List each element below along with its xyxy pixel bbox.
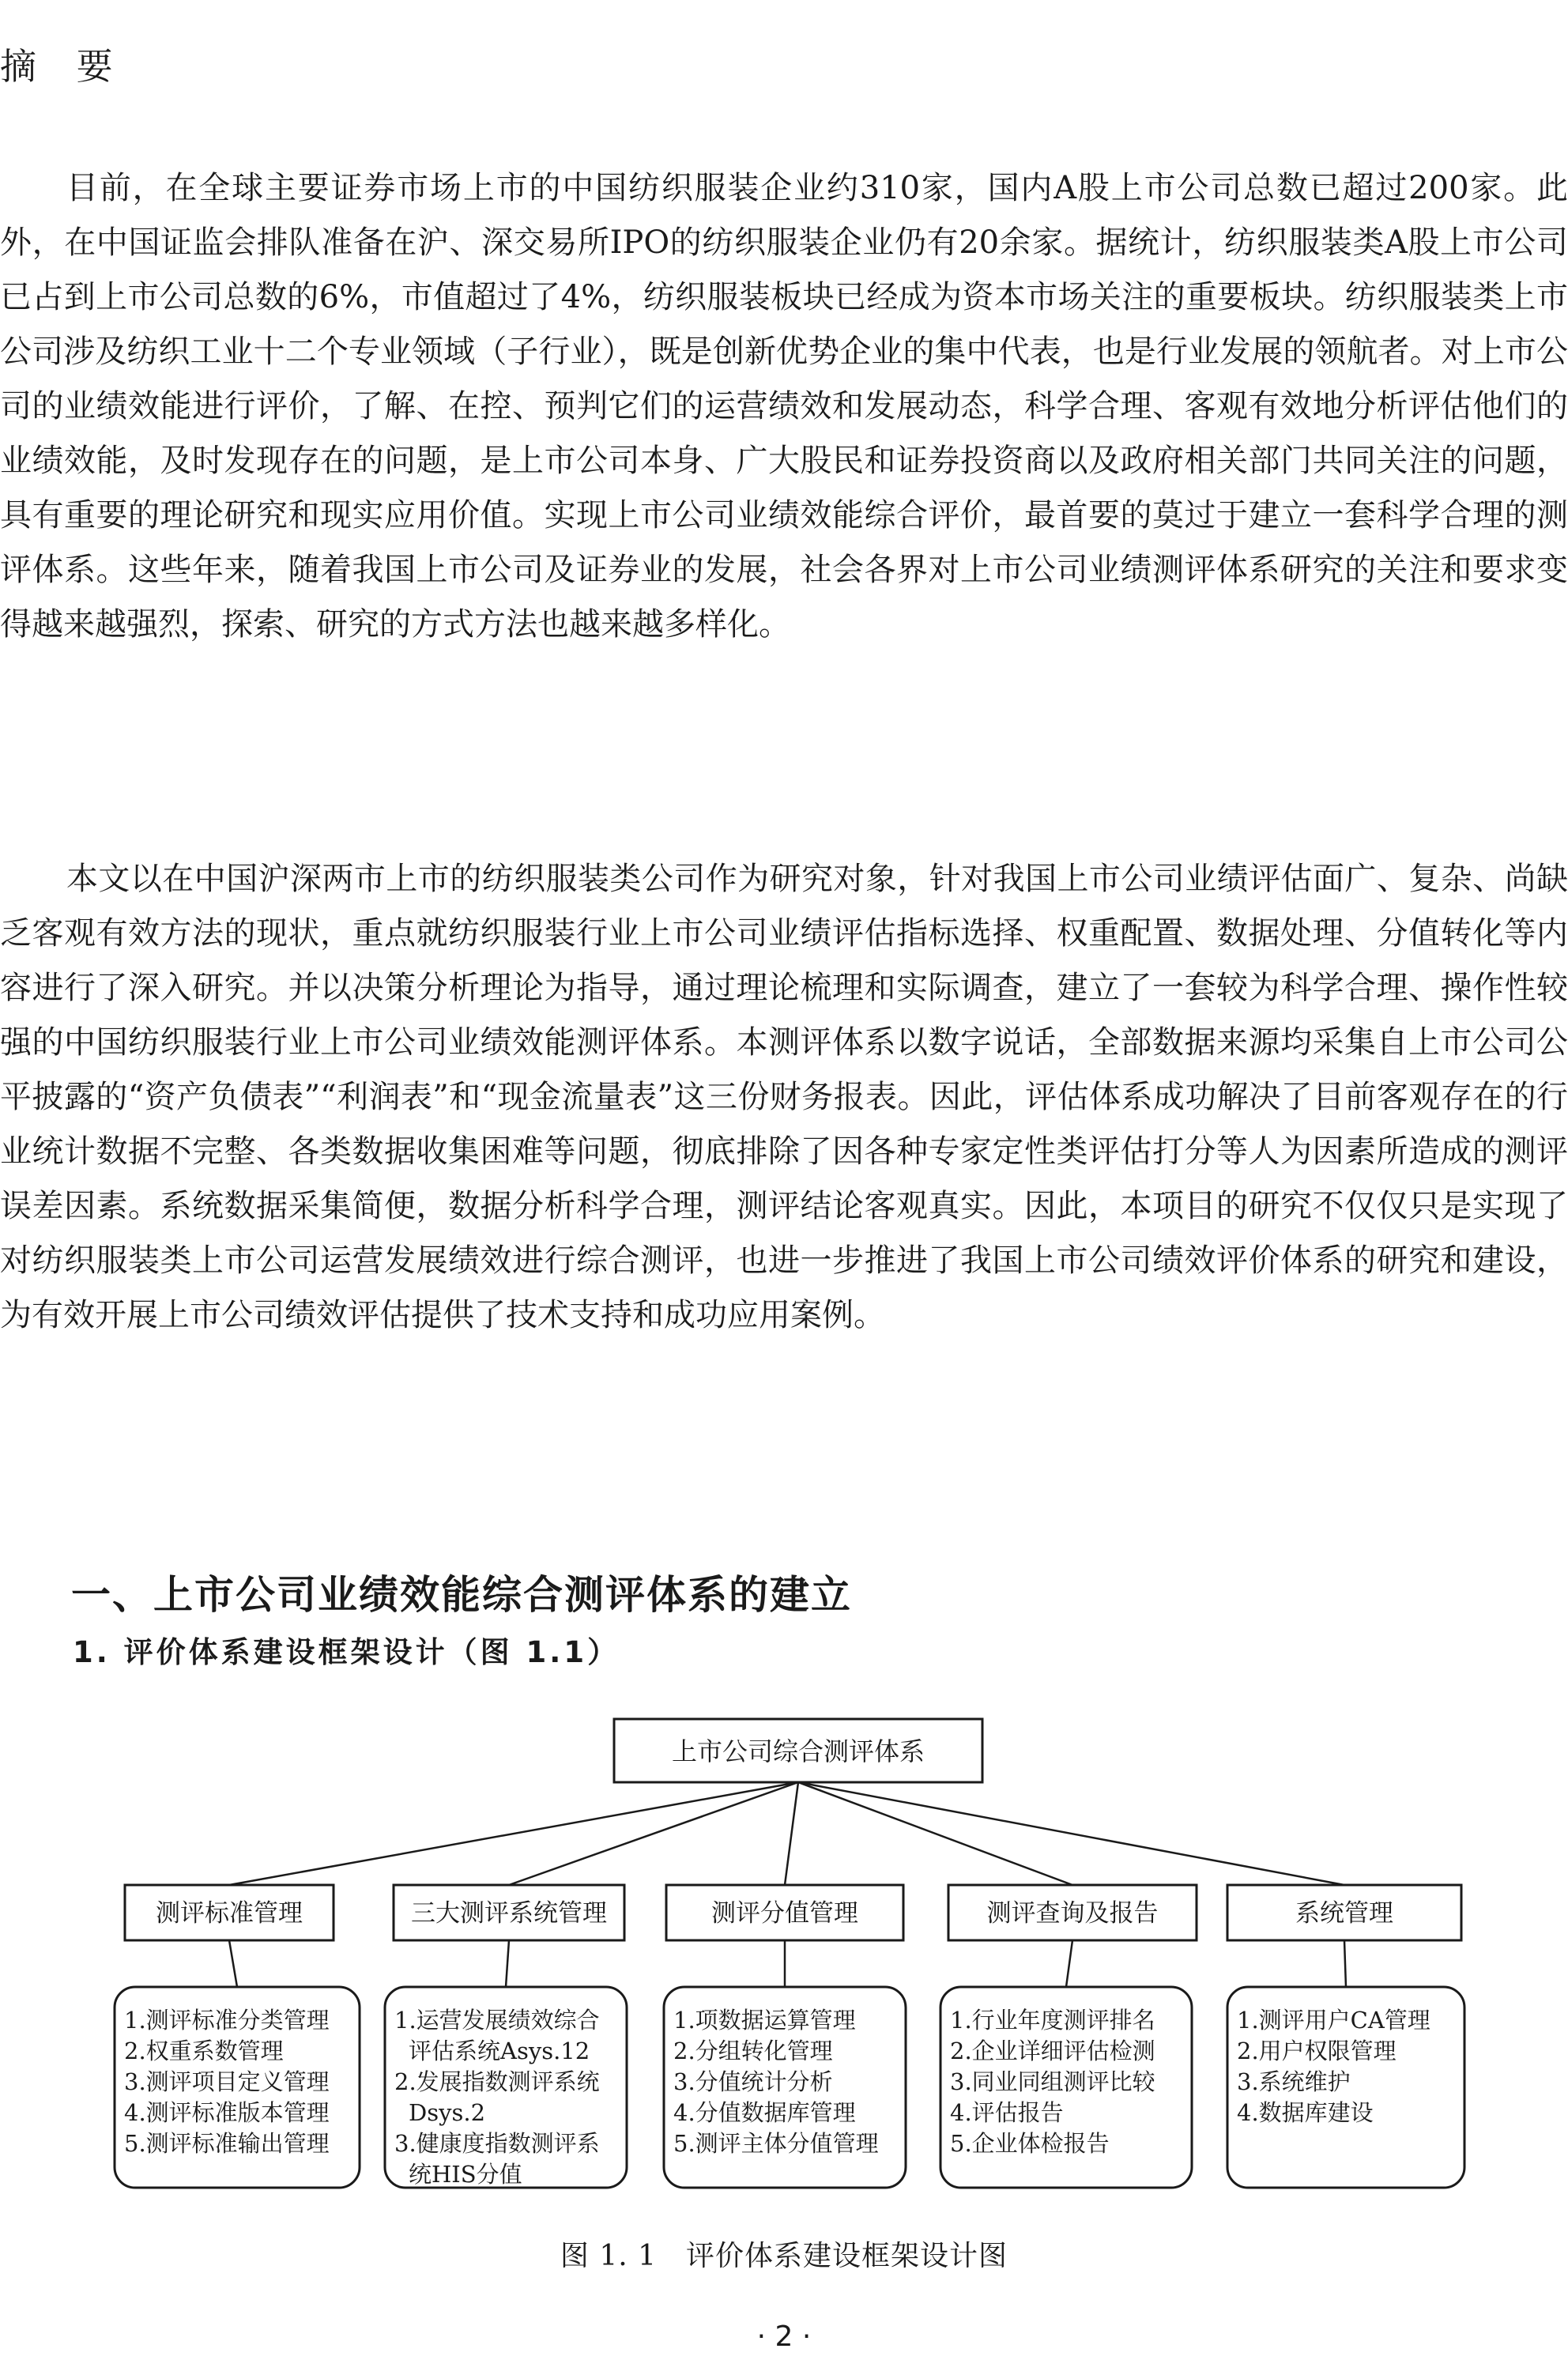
- root-node-label: 上市公司综合测评体系: [671, 1736, 925, 1766]
- abstract-paragraph-2: 本文以在中国沪深两市上市的纺织服装类公司作为研究对象，针对我国上市公司业绩评估面广、复杂、尚缺乏客观有效方法的现状，重点就纺织服装行业上市公司业绩评估指标选择、权重配置、数据处理、分值转化等内容进行了深入研究。并以决策分析理论为指导，通过理论梳理和实际调查，建立了一套较为科学合理、操作性较强的中国纺织服装行业上市公司业绩效能测评体系。本测评体系以数字说话，全部数据来源均采集自上市公司公平披露的“资产负债表”“利润表”和“现金流量表”这三份财务报表。因此，评估体系成功解决了目前客观存在的行业统计数据不完整、各类数据收集困难等问题，彻底排除了因各种专家定性类评估打分等人为因素所造成的测评误差因素。系统数据采集简便，数据分析科学合理，测评结论客观真实。因此，本项目的研究不仅仅只是实现了对纺织服装类上市公司运营发展绩效进行综合测评，也进一步推进了我国上市公司绩效评价体系的研究和建设，为有效开展上市公司绩效评估提供了技术支持和成功应用案例。: [0, 861, 1568, 1333]
- detail-item-1-4: 4.测评标准版本管理: [124, 2099, 330, 2126]
- figure-caption: 图 1. 1 评价体系建设框架设计图: [560, 2240, 1008, 2272]
- detail-item-2-4: Dsys.2: [409, 2099, 486, 2126]
- connector-root-4: [798, 1782, 1072, 1885]
- detail-item-2-2: 评估系统Asys.12: [409, 2038, 590, 2064]
- detail-item-3-4: 4.分值数据库管理: [673, 2099, 856, 2126]
- branch-label-3: 测评分值管理: [711, 1899, 858, 1928]
- section-title: 一、上市公司业绩效能综合测评体系的建立: [71, 1572, 852, 1618]
- detail-item-5-2: 2.用户权限管理: [1237, 2038, 1396, 2064]
- detail-item-3-3: 3.分值统计分析: [673, 2068, 833, 2095]
- connector-detail-5: [1344, 1940, 1346, 1987]
- detail-item-2-5: 3.健康度指数测评系: [394, 2130, 600, 2157]
- connector-root-2: [509, 1782, 798, 1885]
- detail-item-1-3: 3.测评项目定义管理: [124, 2068, 330, 2095]
- detail-item-1-5: 5.测评标准输出管理: [124, 2130, 330, 2157]
- detail-item-5-4: 4.数据库建设: [1237, 2099, 1374, 2126]
- detail-item-5-1: 1.测评用户CA管理: [1237, 2007, 1430, 2034]
- detail-item-4-3: 3.同业同组测评比较: [950, 2068, 1155, 2095]
- detail-item-3-5: 5.测评主体分值管理: [673, 2130, 879, 2157]
- page-number: · 2 ·: [756, 2320, 812, 2353]
- connector-root-5: [798, 1782, 1344, 1885]
- abstract-paragraph-1: 目前，在全球主要证券市场上市的中国纺织服装企业约310家，国内A股上市公司总数已超过200家。此外，在中国证监会排队准备在沪、深交易所IPO的纺织服装企业仍有20余家。据统计，纺织服装类A股上市公司已占到上市公司总数的6%，市值超过了4%，纺织服装板块已经成为资本市场关注的重要板块。纺织服装类上市公司涉及纺织工业十二个专业领域（子行业），既是创新优势企业的集中代表，也是行业发展的领航者。对上市公司的业绩效能进行评价，了解、在控、预判它们的运营绩效和发展动态，科学合理、客观有效地分析评估他们的业绩效能，及时发现存在的问题，是上市公司本身、广大股民和证券投资商以及政府相关部门共同关注的问题，具有重要的理论研究和现实应用价值。实现上市公司业绩效能综合评价，最首要的莫过于建立一套科学合理的测评体系。这些年来，随着我国上市公司及证券业的发展，社会各界对上市公司业绩测评体系研究的关注和要求变得越来越强烈，探索、研究的方式方法也越来越多样化。: [0, 170, 1568, 643]
- section-subtitle: 1. 评价体系建设框架设计（图 1.1）: [73, 1635, 620, 1669]
- connector-detail-2: [506, 1940, 509, 1987]
- abstract-heading: 摘 要: [0, 45, 127, 88]
- connector-root-1: [229, 1782, 798, 1885]
- branch-label-4: 测评查询及报告: [986, 1899, 1159, 1928]
- branch-label-5: 系统管理: [1295, 1899, 1393, 1928]
- detail-item-4-4: 4.评估报告: [950, 2099, 1064, 2126]
- detail-item-4-5: 5.企业体检报告: [950, 2130, 1110, 2157]
- detail-item-3-2: 2.分组转化管理: [673, 2038, 833, 2064]
- detail-item-1-2: 2.权重系数管理: [124, 2038, 284, 2064]
- detail-item-4-2: 2.企业详细评估检测: [950, 2038, 1155, 2064]
- branch-label-1: 测评标准管理: [156, 1899, 303, 1928]
- connector-detail-4: [1066, 1940, 1072, 1987]
- detail-item-2-6: 统HIS分值: [409, 2161, 522, 2188]
- detail-item-5-3: 3.系统维护: [1237, 2068, 1351, 2095]
- detail-item-2-3: 2.发展指数测评系统: [394, 2068, 600, 2095]
- branch-label-2: 三大测评系统管理: [411, 1899, 607, 1928]
- detail-item-1-1: 1.测评标准分类管理: [124, 2007, 330, 2034]
- detail-item-2-1: 1.运营发展绩效综合: [394, 2007, 600, 2034]
- connector-detail-1: [229, 1940, 237, 1987]
- connector-root-3: [785, 1782, 798, 1885]
- detail-item-3-1: 1.项数据运算管理: [673, 2007, 856, 2034]
- detail-item-4-1: 1.行业年度测评排名: [950, 2007, 1155, 2034]
